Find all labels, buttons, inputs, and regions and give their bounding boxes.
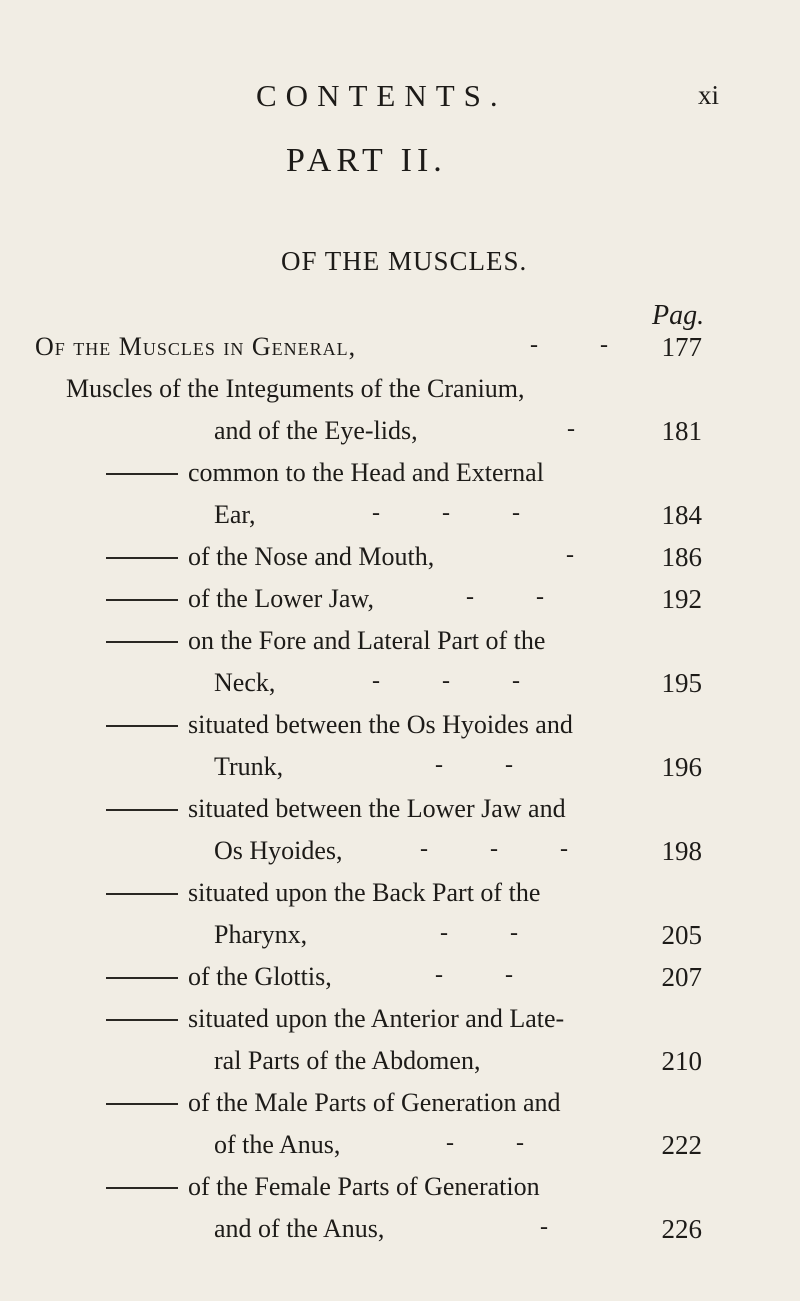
toc-entry-continuation [0,752,800,792]
toc-entry-continuation [0,1046,800,1086]
toc-entry [0,1004,800,1044]
ditto-rule [106,557,178,559]
toc-entry [0,626,800,666]
toc-entry-continuation [0,836,800,876]
entry-page: 184 [661,500,702,530]
entry-page: 222 [661,1130,702,1160]
section-title: OF THE MUSCLES. [281,246,528,276]
toc-entry [0,794,800,834]
entry-title: of the Lower Jaw, [188,584,375,613]
entry-page: 226 [661,1214,702,1244]
toc-entry-continuation [0,920,800,960]
leader-dashes: - - [440,920,546,946]
toc-entry-continuation [0,668,800,708]
entry-page: 181 [661,416,702,446]
toc-entry-continuation [0,1214,800,1254]
ditto-rule [106,809,178,811]
leader-dashes: - [567,416,603,442]
entry-title-continued: and of the Anus, [214,1214,385,1243]
toc-entry [0,878,800,918]
entry-title-continued: Pharynx, [214,920,308,949]
entry-title: of the Glottis, [188,962,332,991]
ditto-rule [106,599,178,601]
toc-entry [0,542,800,582]
ditto-rule [106,977,178,979]
toc-entry-continuation [0,416,800,456]
entry-title-continued: Os Hyoides, [214,836,343,865]
toc-entry [0,374,800,414]
entry-title: common to the Head and External [188,458,544,487]
entry-title-continued: Trunk, [214,752,284,781]
entry-page: 177 [661,332,702,362]
running-head [0,78,800,118]
entry-title: Muscles of the Integuments of the Cranium, [66,374,525,403]
page-folio: xi [698,80,720,110]
entry-title: of the Female Parts of Generation [188,1172,540,1201]
entry-title: situated between the Lower Jaw and [188,794,566,823]
toc-entry-continuation [0,500,800,540]
entry-page: 198 [661,836,702,866]
entry-page: 186 [661,542,702,572]
toc-entry [0,332,800,372]
part-title-text: PART II. [286,142,447,179]
entry-title-continued: of the Anus, [214,1130,341,1159]
leader-dashes: - - [435,962,541,988]
entry-title-continued: Neck, [214,668,276,697]
entry-page: 210 [661,1046,702,1076]
entry-page: 196 [661,752,702,782]
toc-entry-continuation [0,1130,800,1170]
leader-dashes: - - [530,332,636,358]
entry-title: of the Nose and Mouth, [188,542,435,571]
entry-title: situated upon the Anterior and Late- [188,1004,565,1033]
entry-title: situated between the Os Hyoides and [188,710,573,739]
entry-title: of the Male Parts of Generation and [188,1088,561,1117]
ditto-rule [106,1187,178,1189]
leader-dashes: - - [466,584,572,610]
leader-dashes: - - [446,1130,552,1156]
entry-page: 205 [661,920,702,950]
entry-page: 192 [661,584,702,614]
entry-title-continued: and of the Eye-lids, [214,416,418,445]
ditto-rule [106,473,178,475]
leader-dashes: - [540,1214,576,1240]
entry-title-continued: ral Parts of the Abdomen, [214,1046,481,1075]
toc-entry [0,458,800,498]
page-column-label: Pag. [652,300,705,331]
ditto-rule [106,1103,178,1105]
entry-title-continued: Ear, [214,500,256,529]
toc-entry [0,962,800,1002]
toc-entry [0,1088,800,1128]
toc-entry [0,584,800,624]
leader-dashes: - [566,542,602,568]
entry-title: situated upon the Back Part of the [188,878,541,907]
leader-dashes: - - - [372,668,548,694]
entry-page: 207 [661,962,702,992]
ditto-rule [106,1019,178,1021]
leader-dashes: - - - [420,836,596,862]
leader-dashes: - - - [372,500,548,526]
ditto-rule [106,641,178,643]
toc-entry [0,1172,800,1212]
entry-page: 195 [661,668,702,698]
ditto-rule [106,725,178,727]
ditto-rule [106,893,178,895]
entry-title: on the Fore and Lateral Part of the [188,626,546,655]
running-head-title: CONTENTS. [256,78,507,113]
toc-entry [0,710,800,750]
leader-dashes: - - [435,752,541,778]
entry-title: Of the Muscles in General, [35,332,357,361]
